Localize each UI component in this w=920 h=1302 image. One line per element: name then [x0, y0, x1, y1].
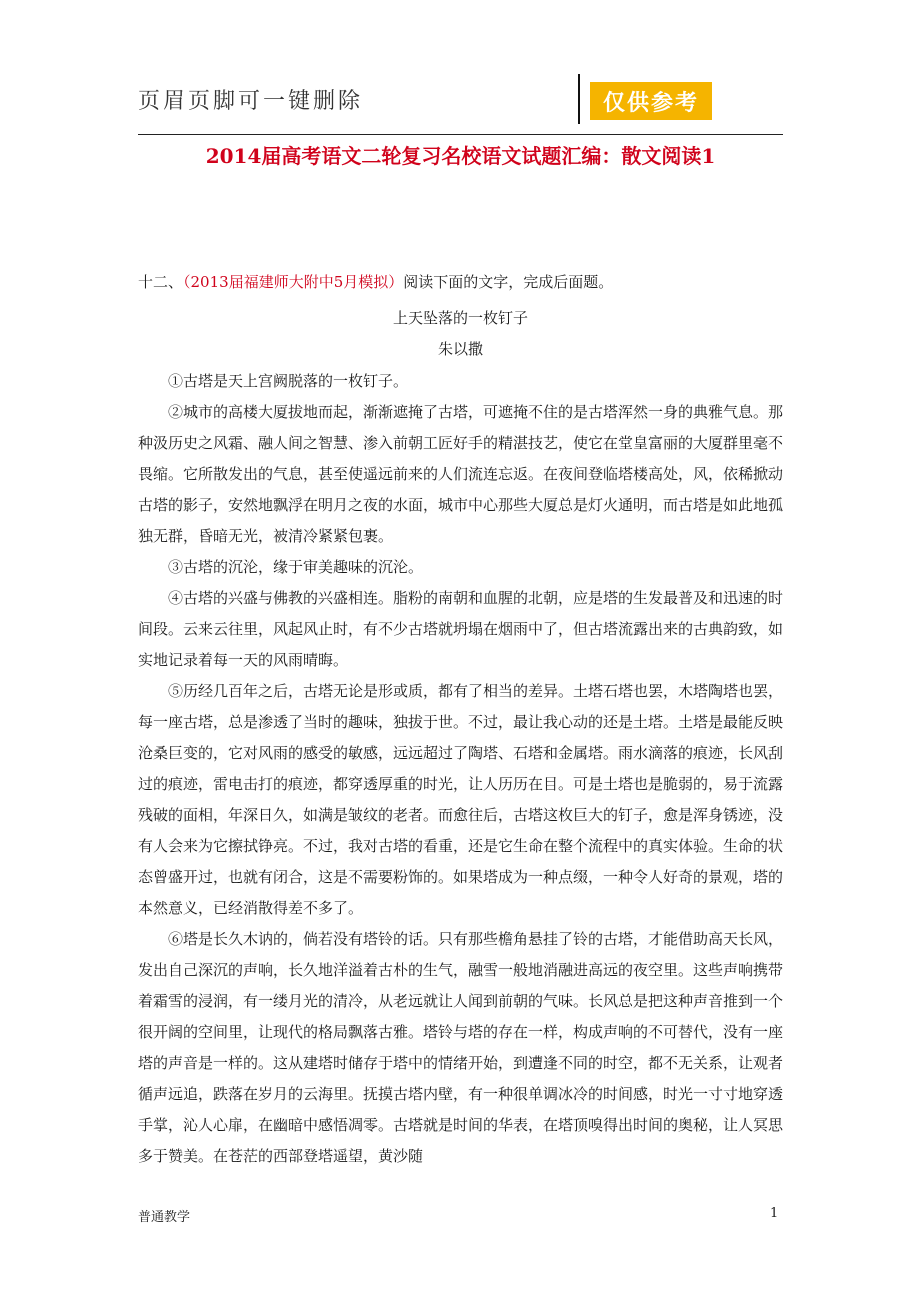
paragraph-2: ②城市的高楼大厦拔地而起，渐渐遮掩了古塔，可遮掩不住的是古塔浑然一身的典雅气息。那种汲历史之风霜、融人间之智慧、渗入前朝工匠好手的精湛技艺，使它在堂皇富丽的大厦群里毫不畏缩。它所散发出的气息，甚至使遥远前来的人们流连忘返。在夜间登临塔楼高处，风，依稀掀动古塔的影子，安然地飘浮在明月之夜的水面，城市中心那些大厦总是灯火通明，而古塔是如此地孤独无群，昏暗无光，被清冷紧紧包裹。 [138, 403, 784, 545]
paragraph-6: ⑥塔是长久木讷的，倘若没有塔铃的话。只有那些檐角悬挂了铃的古塔，才能借助高天长风，发出自己深沉的声响，长久地洋溢着古朴的生气，融雪一般地消融进高远的夜空里。这些声响携带着霜雪的浸润，有一缕月光的清冷，从老远就让人闻到前朝的气味。长风总是把这种声音推到一个很开阔的空间里，让现代的格局飘落古雅。塔铃与塔的存在一样，构成声响的不可替代，没有一座塔的声音是一样的。这从建塔时储存于塔中的情绪开始，到遭逢不同的时空，都不无关系，让观者循声远追，跌落在岁月的云海里。抚摸古塔内壁，有一种很单调冰冷的时间感，时光一寸寸地穿透手掌，沁人心扉，在幽暗中感悟凋零。古塔就是时间的华表，在塔顶嗅得出时间的奥秘，让人冥思多于赞美。在苍茫的西部登塔遥望，黄沙随 [138, 930, 784, 1165]
footer-label: 普通教学 [138, 1210, 191, 1225]
header-rule [138, 134, 783, 135]
section-number: 十二、 [138, 273, 184, 291]
header-watermark-text: 页眉页脚可一键删除 [138, 89, 364, 114]
section-instruction: 阅读下面的文字，完成后面题。 [403, 273, 614, 291]
paragraph-4: ④古塔的兴盛与佛教的兴盛相连。脂粉的南朝和血腥的北朝，应是塔的生发最普及和迅速的时间段。云来云往里，风起风止时，有不少古塔就坍塌在烟雨中了，但古塔流露出来的古典韵致，如实地记录着每一天的风雨晴晦。 [138, 589, 784, 669]
article-title: 上天坠落的一枚钉子 [392, 309, 528, 327]
paragraph-5: ⑤历经几百年之后，古塔无论是形或质，都有了相当的差异。土塔石塔也罢，木塔陶塔也罢，每一座古塔，总是渗透了当时的趣味，独拔于世。不过，最让我心动的还是土塔。土塔是最能反映沧桑巨变的，它对风雨的感受的敏感，远远超过了陶塔、石塔和金属塔。雨水滴落的痕迹，长风刮过的痕迹，雷电击打的痕迹，都穿透厚重的时光，让人历历在目。可是土塔也是脆弱的，易于流露残破的面相，年深日久，如满是皱纹的老者。而愈往后，古塔这枚巨大的钉子，愈是浑身锈迹，没有人会来为它擦拭铮亮。不过，我对古塔的看重，还是它生命在整个流程中的真实体验。生命的状态曾盛开过，也就有闭合，这是不需要粉饰的。如果塔成为一种点缀，一种令人好奇的景观，塔的本然意义，已经消散得差不多了。 [138, 682, 784, 917]
section-intro [138, 272, 783, 292]
header-divider [578, 74, 580, 124]
article-author: 朱以撒 [437, 340, 483, 358]
section-source: （2013届福建师大附中5月模拟） [183, 273, 404, 291]
reference-only-badge: 仅供参考 [590, 82, 712, 120]
paragraph-1: ①古塔是天上宫阙脱落的一枚钉子。 [168, 372, 409, 390]
paragraph-3: ③古塔的沉沦，缘于审美趣味的沉沦。 [168, 558, 424, 576]
article-body [138, 366, 783, 1172]
document-title: 2014届高考语文二轮复习名校语文试题汇编：散文阅读1 [205, 144, 716, 168]
page-number: 1 [770, 1206, 779, 1221]
